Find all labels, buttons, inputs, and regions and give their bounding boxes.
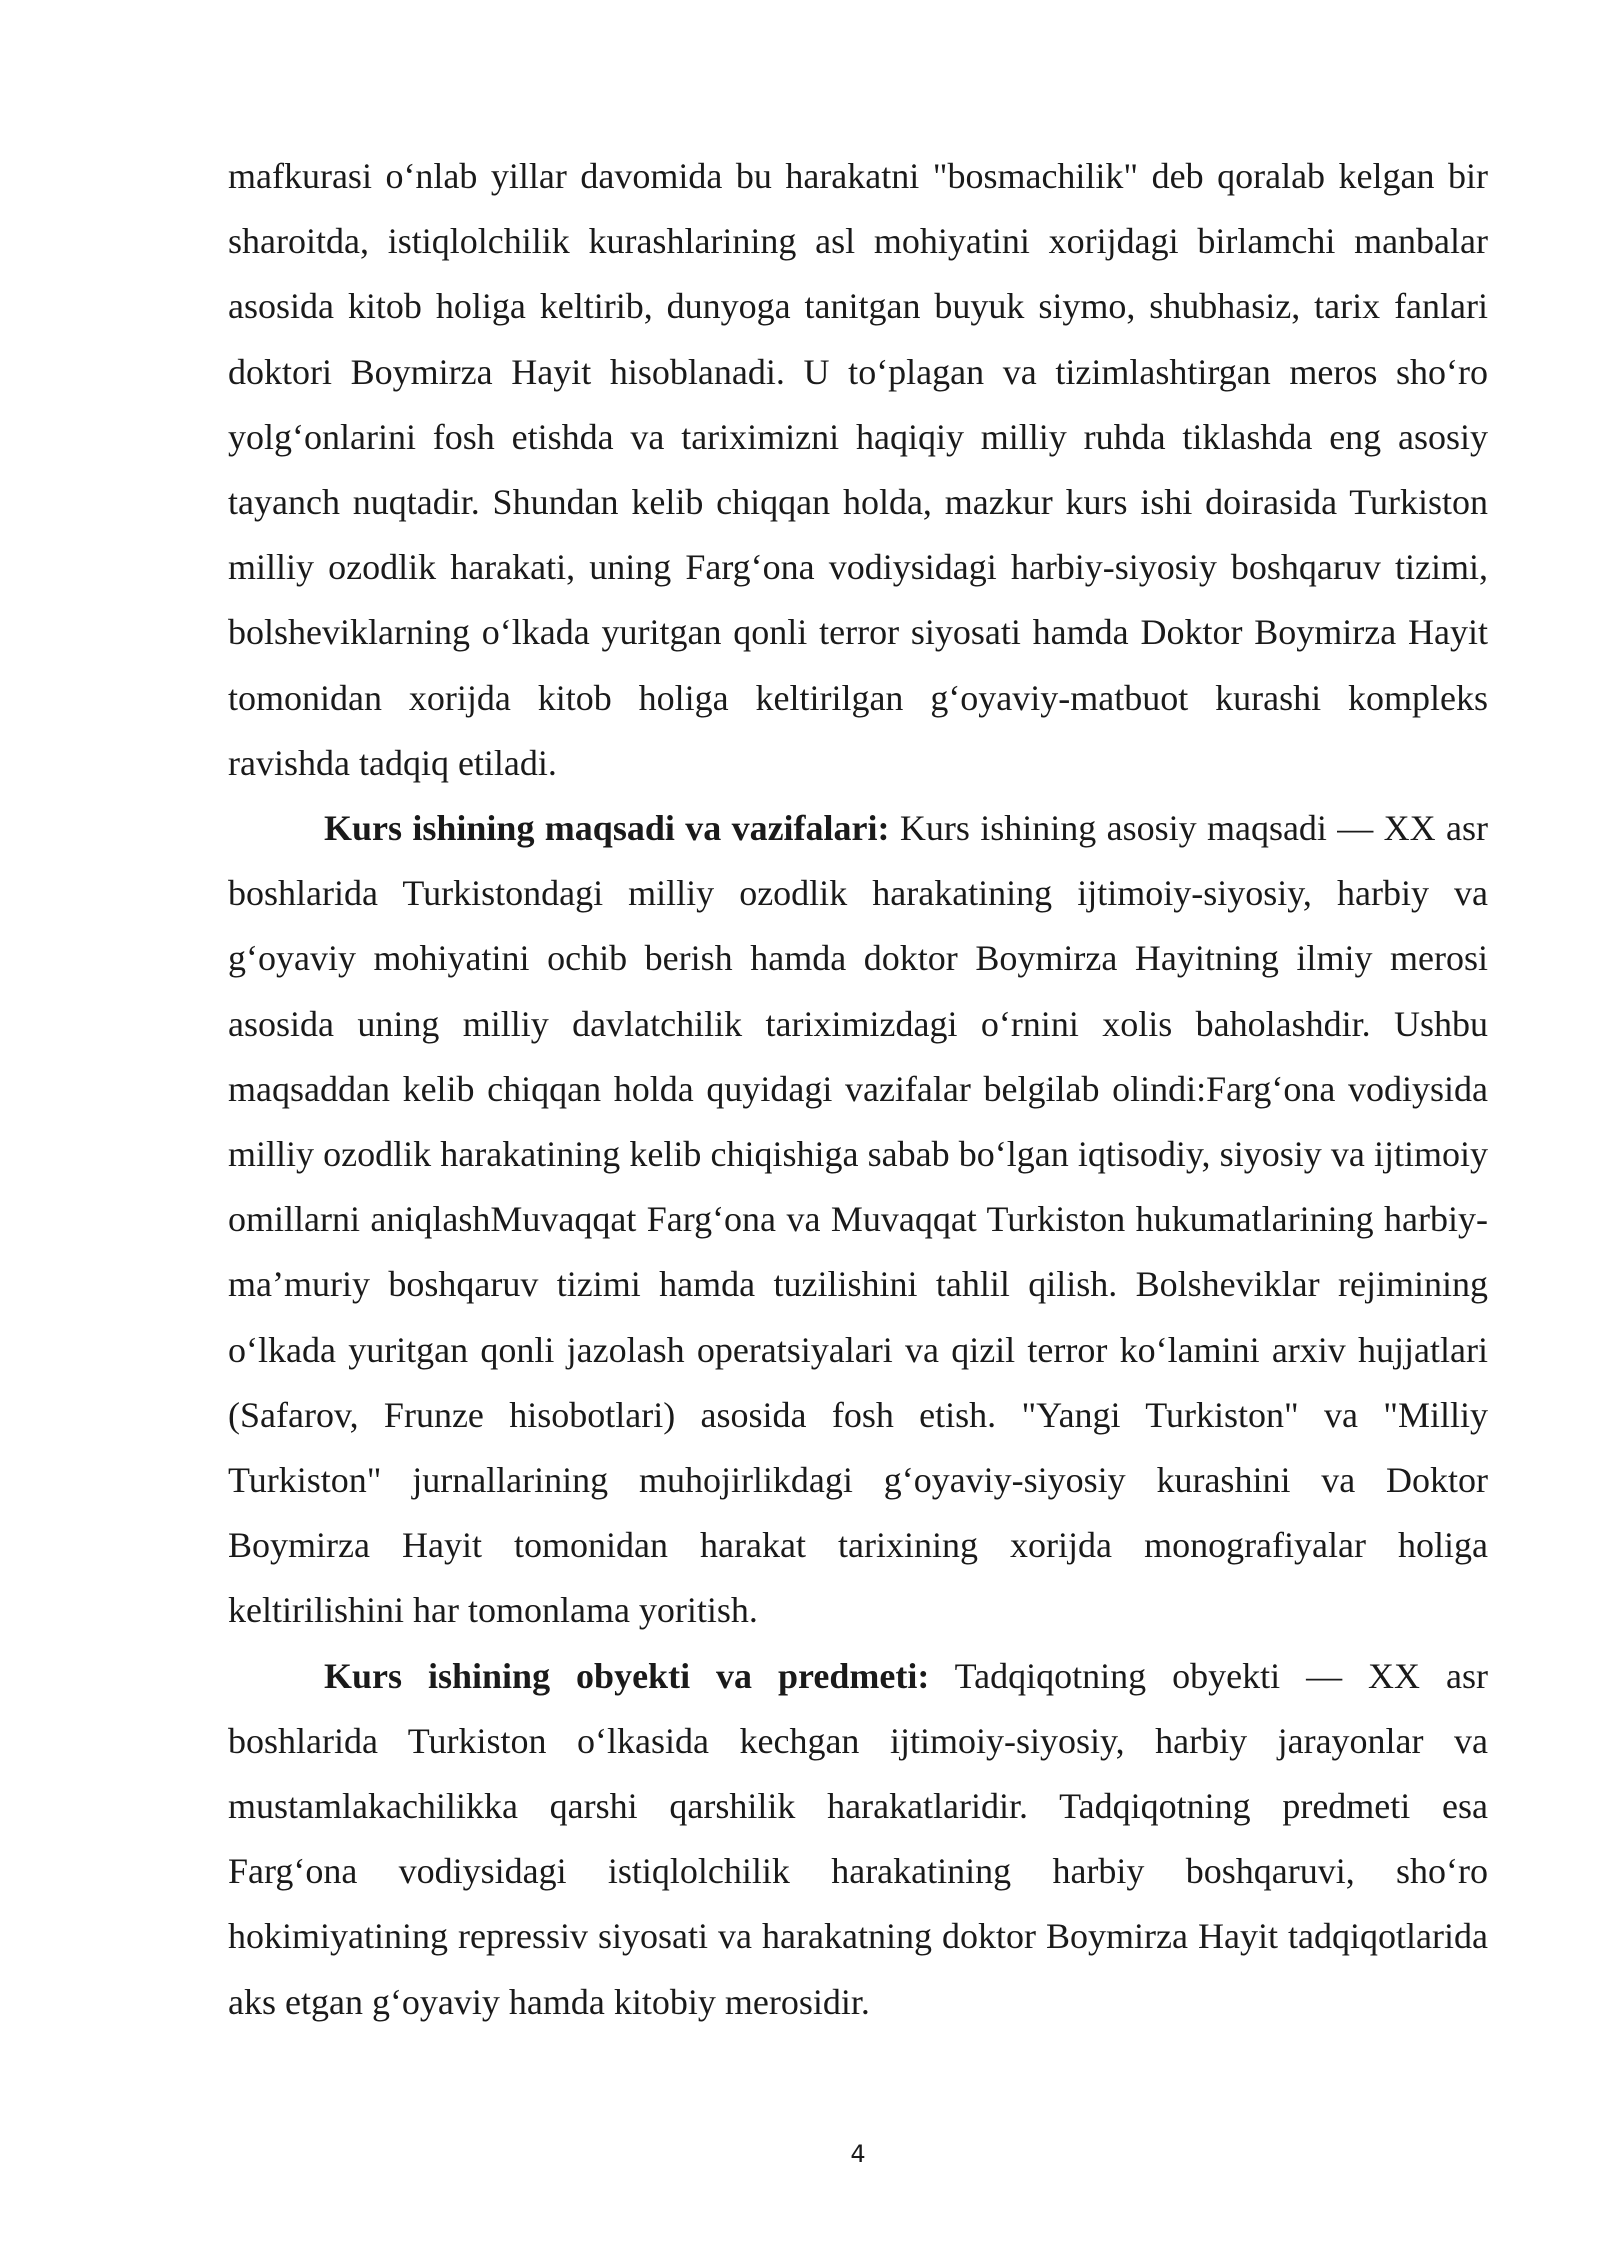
paragraph-continuation xyxy=(228,144,1488,796)
paragraph-goals xyxy=(228,796,1488,1644)
paragraph-heading: Kurs ishining obyekti va predmeti: xyxy=(324,1655,930,1696)
paragraph-object-subject xyxy=(228,1644,1488,2035)
paragraph-text: Tadqiqotning obyekti — XX asr boshlarida Turkiston o‘lkasida kechgan ijtimoiy-siyosiy, harbiy jarayonlar va mustamlakachilikka qarshi qarshilik harakatlaridir. Tadqiqotning predmeti esa Farg‘ona vodiysidagi istiqlolchilik harakatining harbiy boshqaruvi, sho‘ro hokimiyatining repressiv siyosati va harakatning doktor Boymirza Hayit tadqiqotlarida aks etgan g‘oyaviy hamda kitobiy merosidir. xyxy=(228,1655,1488,2022)
paragraph-text: mafkurasi o‘nlab yillar davomida bu harakatni "bosmachilik" deb qoralab kelgan bir sharoitda, istiqlolchilik kurashlarining asl mohiyatini xorijdagi birlamchi manbalar asosida kitob holiga keltirib, dunyoga tanitgan buyuk siymo, shubhasiz, tarix fanlari doktori Boymirza Hayit hisoblanadi. U to‘plagan va tizimlashtirgan meros sho‘ro yolg‘onlarini fosh etishda va tariximizni haqiqiy milliy ruhda tiklashda eng asosiy tayanch nuqtadir. Shundan kelib chiqqan holda, mazkur kurs ishi doirasida Turkiston milliy ozodlik harakati, uning Farg‘ona vodiysidagi harbiy-siyosiy boshqaruv tizimi, bolsheviklarning o‘lkada yuritgan qonli terror siyosati hamda Doktor Boymirza Hayit tomonidan xorijda kitob holiga keltirilgan g‘oyaviy-matbuot kurashi kompleks ravishda tadqiq etiladi. xyxy=(228,156,1488,783)
page-number: 4 xyxy=(850,2140,866,2168)
paragraph-heading: Kurs ishining maqsadi va vazifalari: xyxy=(324,808,890,849)
body-text xyxy=(228,144,1488,2035)
paragraph-text: Kurs ishining asosiy maqsadi — XX asr boshlarida Turkistondagi milliy ozodlik harakatining ijtimoiy-siyosiy, harbiy va g‘oyaviy mohiyatini ochib berish hamda doktor Boymirza Hayitning ilmiy merosi asosida uning milliy davlatchilik tariximizdagi o‘rnini xolis baholashdir. Ushbu maqsaddan kelib chiqqan holda quyidagi vazifalar belgilab olindi:Farg‘ona vodiysida milliy ozodlik harakatining kelib chiqishiga sabab bo‘lgan iqtisodiy, siyosiy va ijtimoiy omillarni aniqlashMuvaqqat Farg‘ona va Muvaqqat Turkiston hukumatlarining harbiy-ma’muriy boshqaruv tizimi hamda tuzilishini tahlil qilish. Bolsheviklar rejimining o‘lkada yuritgan qonli jazolash operatsiyalari va qizil terror ko‘lamini arxiv hujjatlari (Safarov, Frunze hisobotlari) asosida fosh etish. "Yangi Turkiston" va "Milliy Turkiston" jurnallarining muhojirlikdagi g‘oyaviy-siyosiy kurashini va Doktor Boymirza Hayit tomonidan harakat tarixining xorijda monografiyalar holiga keltirilishini har tomonlama yoritish. xyxy=(228,808,1488,1631)
